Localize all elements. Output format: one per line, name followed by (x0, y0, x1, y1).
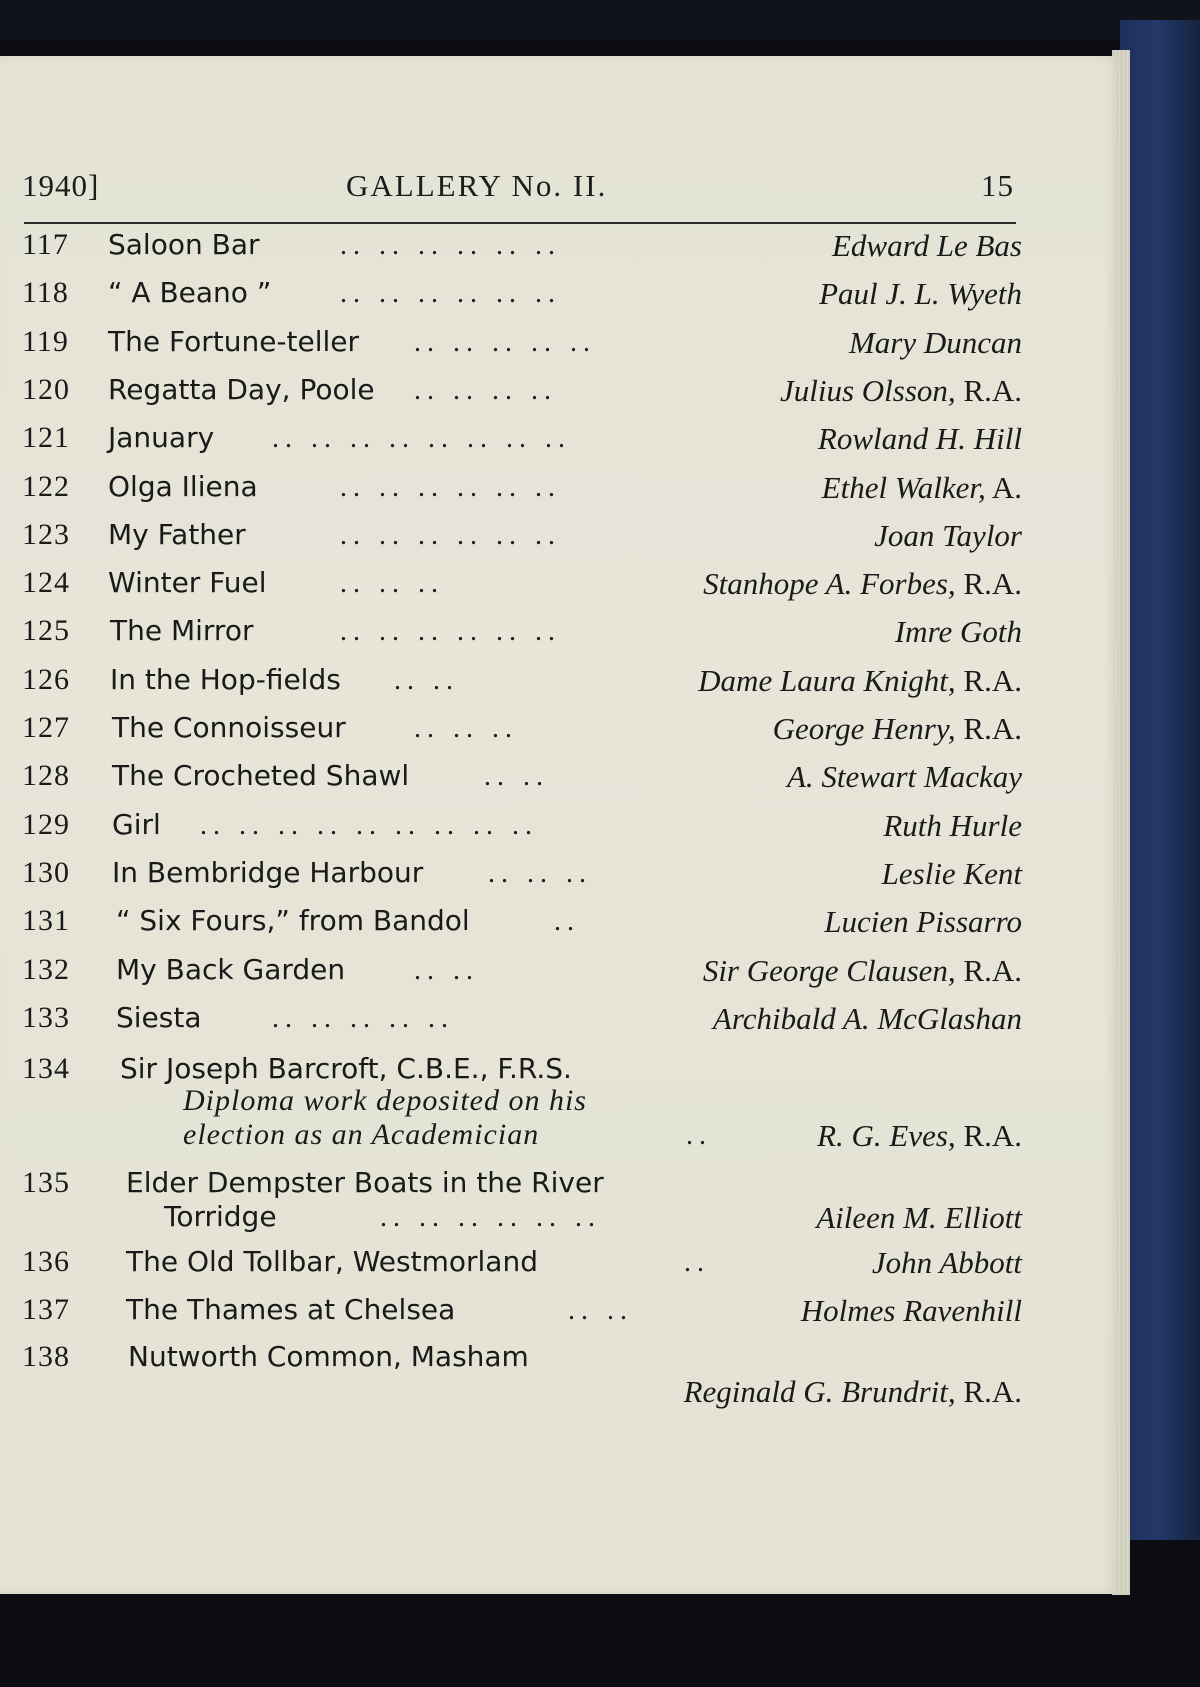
entry-number: 128 (22, 759, 70, 792)
entry-128 (22, 759, 1022, 803)
artist-text: Ruth Hurle (883, 808, 1022, 843)
artist-name (819, 276, 1022, 312)
artist-text: Dame Laura Knight, (698, 663, 956, 698)
dot-leader: .. .. .. .. .. .. (340, 230, 561, 261)
artist-name (895, 614, 1022, 650)
entry-number: 120 (22, 373, 70, 406)
dot-leader: .. .. .. .. .. .. (340, 472, 561, 503)
artist-name (874, 518, 1022, 554)
entry-title: Sir Joseph Barcroft, C.B.E., F.R.S. (120, 1052, 572, 1085)
dot-leader: .. .. (414, 955, 479, 986)
dot-leader: .. .. (568, 1295, 633, 1326)
artist-name (780, 373, 1022, 409)
artist-text: Reginald G. Brundrit, (683, 1374, 956, 1409)
artist-name (832, 228, 1022, 264)
entry-title: The Thames at Chelsea (126, 1293, 456, 1326)
entry-138-attribution (22, 1374, 1022, 1418)
entry-number: 117 (22, 228, 69, 261)
entry-137 (22, 1293, 1022, 1337)
entry-title: In the Hop-fields (110, 663, 341, 696)
entry-number: 126 (22, 663, 70, 696)
entry-title: The Fortune-teller (108, 325, 360, 358)
entry-number: 133 (22, 1001, 70, 1034)
artist-name: Holmes Ravenhill (800, 1293, 1022, 1328)
artist-text: Lucien Pissarro (824, 904, 1022, 939)
page-number: 15 (981, 168, 1014, 203)
artist-text: Mary Duncan (848, 325, 1022, 360)
entry-title: The Old Tollbar, Westmorland (126, 1245, 538, 1278)
book-cover-spine (1120, 20, 1200, 1540)
entry-title: The Crocheted Shawl (112, 759, 410, 792)
artist-name (713, 1001, 1022, 1037)
dot-leader: .. (684, 1247, 710, 1278)
artist-text: Paul J. L. Wyeth (819, 276, 1022, 311)
artist-name (882, 856, 1022, 892)
entry-title: My Back Garden (116, 953, 346, 986)
artist-name: Aileen M. Elliott (816, 1200, 1022, 1235)
entry-title: In Bembridge Harbour (112, 856, 424, 889)
header-year: 1940] (22, 168, 100, 203)
artist-text: A. Stewart Mackay (786, 759, 1022, 794)
entry-127 (22, 711, 1022, 755)
entry-number: 132 (22, 953, 70, 986)
entry-number: 135 (22, 1166, 70, 1199)
entry-119 (22, 325, 1022, 369)
entry-number: 119 (22, 325, 69, 358)
artist-name (703, 566, 1022, 602)
entry-title: “ Six Fours,” from Bandol (116, 904, 470, 937)
entry-number: 130 (22, 856, 70, 889)
artist-suffix: R.A. (955, 373, 1022, 408)
entry-number: 134 (22, 1052, 70, 1085)
artist-name (824, 904, 1022, 940)
artist-suffix: R.A. (955, 663, 1022, 698)
entry-134-note-line-2: election as an Academician (183, 1118, 540, 1151)
entry-130 (22, 856, 1022, 900)
entry-number: 131 (22, 904, 70, 937)
artist-suffix: A. (985, 470, 1022, 505)
entry-number: 137 (22, 1293, 70, 1326)
entry-number: 127 (22, 711, 70, 744)
entry-124 (22, 566, 1022, 610)
artist-suffix: R.A. (955, 566, 1022, 601)
entry-title: Regatta Day, Poole (108, 373, 375, 406)
dot-leader: .. .. .. .. .. .. (380, 1202, 601, 1233)
entry-number: 123 (22, 518, 70, 551)
artist-text: Rowland H. Hill (817, 421, 1022, 456)
artist-text: Stanhope A. Forbes, (703, 566, 956, 601)
dot-leader: .. .. .. .. .. .. .. .. (272, 423, 571, 454)
entry-number: 138 (22, 1340, 70, 1373)
artist-name (883, 808, 1022, 844)
entry-title: Olga Iliena (108, 470, 258, 503)
entry-117 (22, 228, 1022, 272)
dot-leader: .. .. .. .. .. .. (340, 278, 561, 309)
entry-number: 118 (22, 276, 69, 309)
artist-name (773, 711, 1022, 747)
entry-126 (22, 663, 1022, 707)
entry-number: 121 (22, 421, 70, 454)
artist-text: Sir George Clausen, (702, 953, 956, 988)
dot-leader: .. .. .. (340, 568, 444, 599)
dot-leader: .. .. .. .. .. .. (340, 616, 561, 647)
dot-leader: .. .. .. (414, 713, 518, 744)
artist-name (822, 470, 1022, 506)
entry-title: Saloon Bar (108, 228, 260, 261)
entry-number: 136 (22, 1245, 70, 1278)
dot-leader: .. (686, 1120, 712, 1151)
entry-122 (22, 470, 1022, 514)
entry-135-line-2 (22, 1200, 1022, 1244)
dot-leader: .. .. .. .. (414, 375, 557, 406)
entry-118 (22, 276, 1022, 320)
entry-title-line-1: Elder Dempster Boats in the River (126, 1166, 604, 1199)
artist-text: Imre Goth (894, 614, 1022, 649)
artist-name (818, 421, 1022, 457)
entry-title: January (108, 421, 215, 454)
artist-text: Leslie Kent (881, 856, 1022, 891)
entry-title: The Connoisseur (112, 711, 346, 744)
dot-leader: .. .. (394, 665, 459, 696)
dot-leader: .. .. .. .. .. .. .. .. .. (200, 810, 538, 841)
entry-number: 122 (22, 470, 70, 503)
dot-leader: .. .. .. .. .. (414, 327, 596, 358)
dot-leader: .. .. (484, 761, 549, 792)
entry-title-line-2: Torridge (164, 1200, 277, 1233)
entry-131 (22, 904, 1022, 948)
entry-134-attribution (22, 1118, 1022, 1162)
entry-title: My Father (108, 518, 246, 551)
entry-123 (22, 518, 1022, 562)
artist-name: John Abbott (871, 1245, 1022, 1280)
entry-120 (22, 373, 1022, 417)
entry-title: Winter Fuel (108, 566, 267, 599)
artist-suffix: R.A. (955, 953, 1022, 988)
entry-136 (22, 1245, 1022, 1289)
artist-text: Ethel Walker, (821, 470, 986, 505)
artist-text: R. G. Eves, (817, 1118, 956, 1153)
header-rule (24, 222, 1016, 224)
artist-text: Joan Taylor (874, 518, 1022, 553)
book-background (0, 0, 1200, 40)
artist-text: Julius Olsson, (779, 373, 956, 408)
dot-leader: .. (554, 906, 580, 937)
running-head (22, 168, 1014, 208)
dot-leader: .. .. .. .. .. .. (340, 520, 561, 551)
artist-name (787, 759, 1022, 795)
entry-132 (22, 953, 1022, 997)
entry-number: 129 (22, 808, 70, 841)
entry-title: The Mirror (110, 614, 254, 647)
dot-leader: .. .. .. (488, 858, 592, 889)
artist-suffix: R.A. (955, 1374, 1022, 1409)
artist-name (684, 1374, 1022, 1410)
artist-text: Archibald A. McGlashan (712, 1001, 1022, 1036)
entry-title: Nutworth Common, Masham (128, 1340, 529, 1373)
entry-121 (22, 421, 1022, 465)
entry-title: Girl (112, 808, 161, 841)
dot-leader: .. .. .. .. .. (272, 1003, 454, 1034)
entry-number: 125 (22, 614, 70, 647)
entry-title: “ A Beano ” (108, 276, 272, 309)
artist-suffix: R.A. (955, 711, 1022, 746)
header-title: GALLERY No. II. (346, 168, 608, 203)
entry-title: Siesta (116, 1001, 202, 1034)
artist-suffix: R.A. (955, 1118, 1022, 1153)
entry-134-note-line-1: Diploma work deposited on his (183, 1084, 587, 1117)
artist-name (698, 663, 1022, 699)
artist-name (817, 1118, 1022, 1154)
artist-name (849, 325, 1022, 361)
entry-129 (22, 808, 1022, 852)
artist-text: Edward Le Bas (831, 228, 1022, 263)
entry-125 (22, 614, 1022, 658)
artist-text: George Henry, (772, 711, 956, 746)
artist-name (703, 953, 1022, 989)
entry-133 (22, 1001, 1022, 1045)
entry-number: 124 (22, 566, 70, 599)
